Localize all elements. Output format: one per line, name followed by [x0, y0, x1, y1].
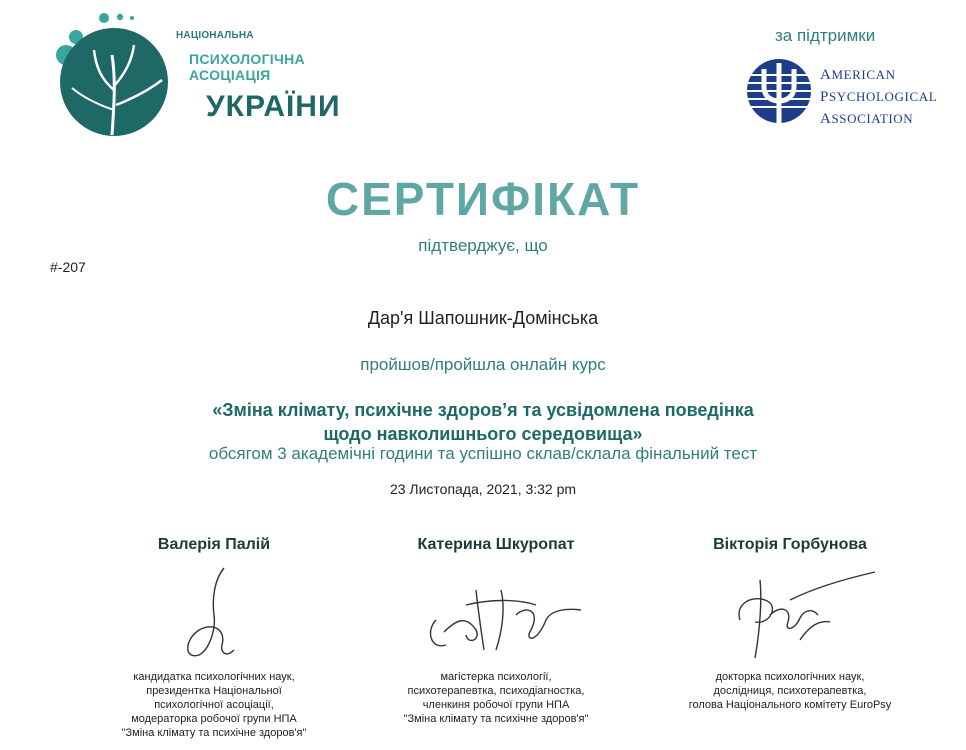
- apa-psi-icon: [746, 55, 812, 127]
- org-line-ukraine: УКРАЇНИ: [206, 90, 341, 123]
- signer-1: [64, 536, 364, 740]
- signer-name: Вікторія Горбунова: [713, 536, 867, 553]
- signer-2: [346, 536, 646, 726]
- signer-name: Катерина Шкуропат: [417, 536, 575, 553]
- certificate-date: 23 Листопада, 2021, 3:32 pm: [389, 481, 577, 497]
- signature-2: [406, 560, 586, 670]
- course-volume: обсягом 3 академічні години та успішно склав/склала фінальний тест: [208, 444, 758, 463]
- signer-desc: кандидатка психологічних наук, президентка Національної психологічної асоціації, модераторка робочої групи НПА "Зміна клімату та психічне здоров'я": [121, 671, 307, 739]
- certificate-number: #-207: [50, 259, 86, 275]
- support-label: за підтримки: [775, 26, 876, 45]
- org-line-psychological: ПСИХОЛОГІЧНА АСОЦІАЦІЯ: [189, 51, 305, 83]
- certificate-title: СЕРТИФІКАТ: [325, 173, 641, 225]
- signer-3: [640, 536, 940, 712]
- signer-desc: магістерка психології, психотерапевтка, психодіагностка, членкиня робочої групи НПА "Зміна клімату та психічне здоров'я": [403, 671, 589, 725]
- apa-name: AMERICAN PSYCHOLOGICAL ASSOCIATION: [820, 67, 938, 127]
- confirms-text: підтверджує, що: [418, 236, 548, 255]
- recipient-name: Дар'я Шапошник-Домінська: [367, 308, 599, 328]
- signer-name: Валерія Палій: [157, 536, 271, 553]
- passed-text: пройшов/пройшла онлайн курс: [360, 355, 606, 374]
- course-title: «Зміна клімату, психічне здоров’я та усвідомлена поведінка щодо навколишнього середовища»: [212, 400, 754, 444]
- org-line-national: НАЦІОНАЛЬНА: [176, 30, 254, 41]
- signature-1: [154, 560, 274, 670]
- signature-3: [700, 560, 880, 670]
- signer-desc: докторка психологічних наук, дослідниця, психотерапевтка, голова Національного комітету EuroPsy: [688, 671, 892, 711]
